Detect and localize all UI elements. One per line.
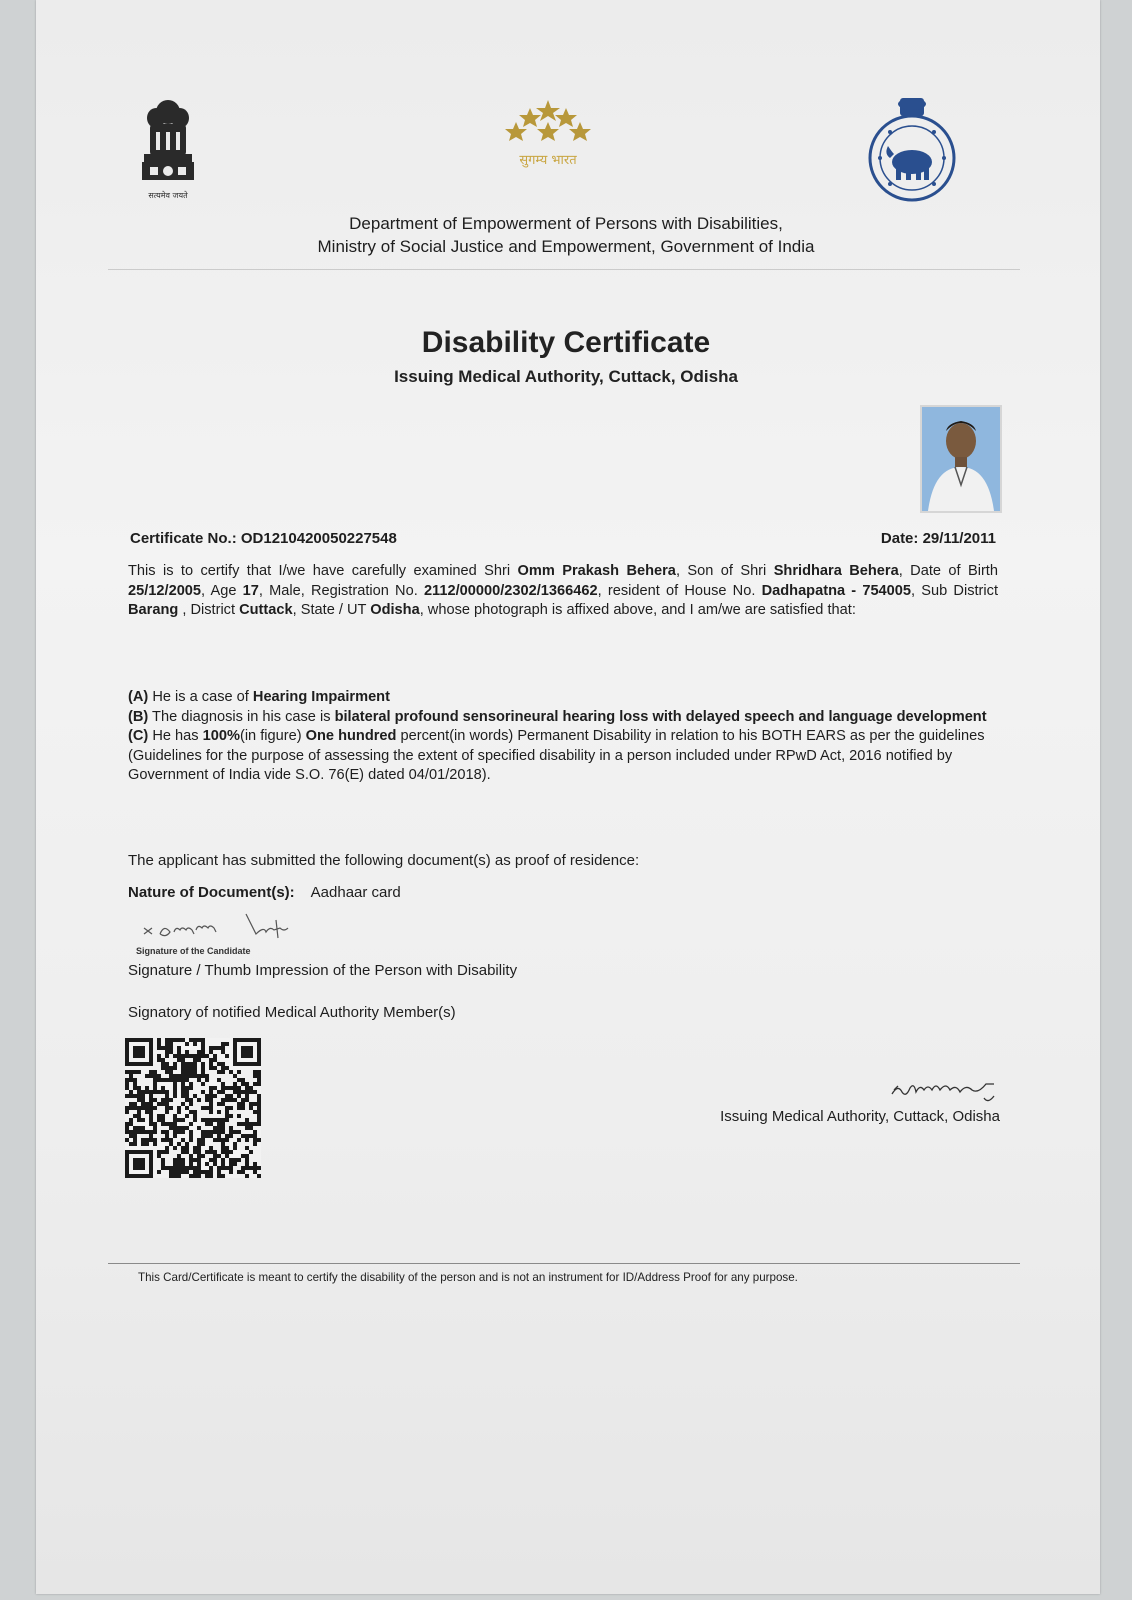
disability-percent-words: One hundred [305,728,397,745]
text-segment: This is to certify that I/we have carefully examined Shri [128,563,518,579]
certification-paragraph [128,562,998,621]
department-line-1: Department of Empowerment of Persons with Disabilities, [349,214,783,233]
odisha-state-seal-icon [864,96,960,206]
disability-percent: 100% [202,728,240,745]
father-name: Shridhara Behera [773,563,899,579]
text-segment: , Age [201,582,243,599]
text-segment: , resident of House No. [597,582,762,599]
candidate-signature-label: Signature of the Candidate [136,946,251,956]
applicant-photo [920,405,1002,513]
certificate-date-value: 29/11/2011 [922,530,996,547]
sugamya-bharat-logo-icon [500,96,596,186]
department-line-2: Ministry of Social Justice and Empowerment, Government of India [317,237,815,256]
sugamya-text: सुगम्य भारत [519,153,577,168]
applicant-name: Omm Prakash Behera [517,563,676,579]
findings-list [128,688,998,786]
finding-c [128,727,998,786]
header-divider [108,269,1020,270]
signatory-label: Signatory of notified Medical Authority Member(s) [128,1004,456,1021]
text-segment: , Date of Birth [898,563,998,579]
certificate-subtitle: Issuing Medical Authority, Cuttack, Odisha [394,367,738,386]
text-segment: , Sub District [911,582,999,599]
text-segment: He has [148,728,203,745]
nature-of-document-label: Nature of Document(s): [128,884,295,901]
sub-district: Barang [128,602,179,619]
text-segment: (in figure) [239,728,306,745]
text-segment: , Male, Registration No. [258,582,424,599]
text-segment: percent(in words) Permanent Disability in relation to his BOTH EARS as per the guidelines (Guidelines for the purpose of assessing the extent of specified disability in a person included under RPwD Act, 2016 notified by Government of India vide S.O. 76(E) dated 04/01/2018). [128,728,985,784]
text-segment: , State / UT [292,602,371,619]
footer-disclaimer: This Card/Certificate is meant to certify the disability of the person and is not an instrument for ID/Address Proof for any purpose. [138,1271,798,1284]
nature-of-document-value: Aadhaar card [310,884,401,901]
certificate-number-value: OD1210420050227548 [240,530,397,547]
certificate-date [700,530,996,547]
qr-code [125,1038,261,1178]
finding-a [128,688,998,708]
finding-tag: (B) [128,708,149,725]
text-segment: The diagnosis in his case is [148,708,335,725]
national-emblem-icon [136,96,200,206]
house-address: Dadhapatna - 754005 [761,582,912,599]
text-segment: , Son of Shri [675,563,774,579]
text-segment: He is a case of [148,689,253,705]
finding-b [128,708,998,728]
disability-type: Hearing Impairment [252,689,390,705]
diagnosis: bilateral profound sensorineural hearing loss with delayed speech and language development [334,708,987,725]
registration-number: 2112/00000/2302/1366462 [423,582,598,599]
text-segment: , District [178,602,240,619]
person-photo-icon [922,407,1000,511]
certificate-number-label: Certificate No.: [130,530,237,547]
footer-divider [108,1263,1020,1264]
issuing-authority-label: Issuing Medical Authority, Cuttack, Odisha [720,1108,1000,1125]
age: 17 [242,582,259,599]
text-segment: , whose photograph is affixed above, and I am/we are satisfied that: [419,602,856,619]
residence-proof-intro: The applicant has submitted the following document(s) as proof of residence: [128,852,640,869]
date-of-birth: 25/12/2005 [128,582,202,599]
certificate-title: Disability Certificate [421,326,711,359]
nature-of-document [128,884,401,901]
authority-signature-icon [888,1078,1000,1106]
certificate-number [130,530,397,547]
certificate-date-label: Date: [880,530,919,547]
thumb-impression-label: Signature / Thumb Impression of the Person with Disability [128,962,518,979]
finding-tag: (C) [128,728,149,745]
emblem-motto: सत्यमेव जयते [148,191,188,200]
finding-tag: (A) [128,689,149,705]
district: Cuttack [239,602,293,619]
state: Odisha [370,602,420,619]
